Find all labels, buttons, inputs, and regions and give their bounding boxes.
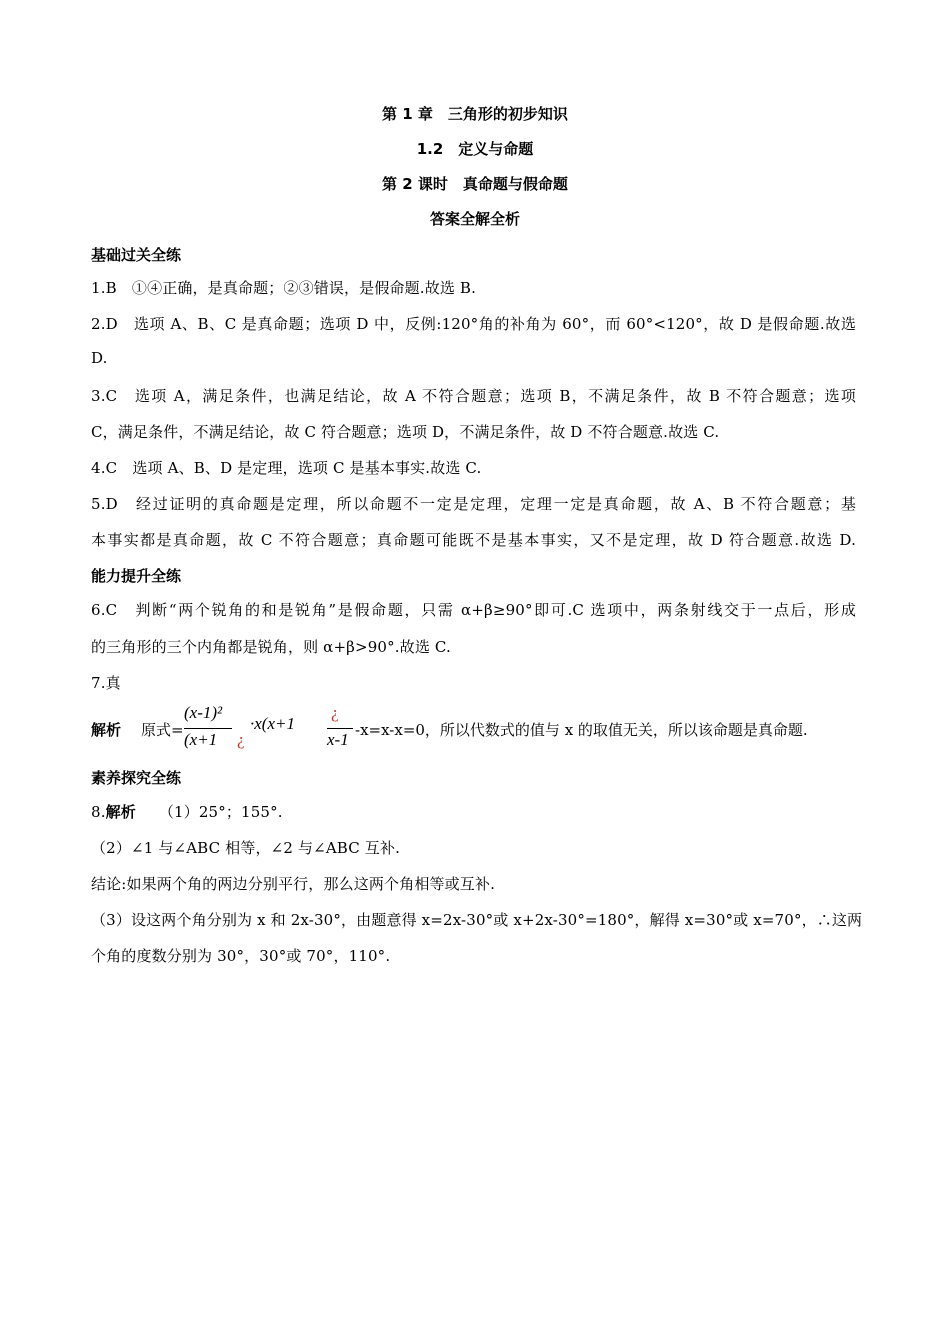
answer-q7-explanation	[91, 703, 871, 753]
fraction1-glyph: ¿	[237, 730, 245, 749]
section-ability: 能力提升全练	[91, 567, 182, 585]
lesson-title: 第 2 课时 真命题与假命题	[382, 175, 568, 193]
answer-q8-line1	[91, 801, 283, 822]
answer-q3-line1: 3.C 选项 A，满足条件，也满足结论，故 A 不符合题意；选项 B，不满足条件，故 B 不符合题意；选项	[91, 387, 856, 405]
expression-prefix: 原式=	[141, 721, 184, 739]
expression-middle: ·x(x+1	[250, 714, 295, 733]
expression-suffix: -x=x-x=0，所以代数式的值与 x 的取值无关，所以该命题是真命题.	[355, 721, 808, 739]
answer-title: 答案全解全析	[429, 210, 520, 228]
q8-number: 8.	[91, 803, 106, 821]
answer-q8-part3-line1: （3）设这两个角分别为 x 和 2x-30°，由题意得 x=2x-30°或 x+2x-30°=180°，解得 x=30°或 x=70°，∴这两	[91, 911, 863, 929]
section-basic: 基础过关全练	[91, 246, 182, 264]
fraction1-bar	[184, 728, 232, 729]
answer-q1: 1.B ①④正确，是真命题；②③错误，是假命题.故选 B.	[91, 279, 477, 297]
fraction2-denominator: x-1	[327, 730, 349, 749]
q8-part1: （1）25°；155°.	[158, 803, 283, 821]
fraction1-numerator: (x-1)²	[184, 703, 223, 722]
answer-q2-line1: 2.D 选项 A、B、C 是真命题；选项 D 中，反例:120°角的补角为 60°，而 60°<120°，故 D 是假命题.故选	[91, 315, 856, 333]
q8-explanation-label: 解析	[105, 803, 136, 821]
fraction1-denominator: (x+1	[184, 730, 218, 749]
answer-q3-line2: C，满足条件，不满足结论，故 C 符合题意；选项 D，不满足条件，故 D 不符合题意.故选 C.	[91, 423, 720, 441]
fraction2-numerator: ¿	[331, 703, 339, 722]
answer-q4: 4.C 选项 A、B、D 是定理，选项 C 是基本事实.故选 C.	[91, 459, 482, 477]
fraction2-bar	[327, 728, 353, 729]
answer-q5-line2: 本事实都是真命题，故 C 不符合题意；真命题可能既不是基本事实，又不是定理，故 D 符合题意.故选 D.	[91, 531, 856, 549]
answer-q2-line2: D.	[91, 349, 108, 367]
answer-q8-part3-line2: 个角的度数分别为 30°，30°或 70°，110°.	[91, 947, 391, 965]
chapter-title: 第 1 章 三角形的初步知识	[382, 105, 568, 123]
section-literacy: 素养探究全练	[91, 769, 182, 787]
answer-q5-line1: 5.D 经过证明的真命题是定理，所以命题不一定是定理，定理一定是真命题，故 A、B 不符合题意；基	[91, 495, 856, 513]
section-title: 1.2 定义与命题	[416, 140, 534, 158]
answer-q6-line1: 6.C 判断“两个锐角的和是锐角”是假命题，只需 α+β≥90°即可.C 选项中，两条射线交于一点后，形成	[91, 601, 856, 619]
explanation-label: 解析	[91, 721, 122, 739]
answer-q8-conclusion: 结论:如果两个角的两边分别平行，那么这两个角相等或互补.	[91, 875, 496, 893]
answer-q6-line2: 的三角形的三个内角都是锐角，则 α+β>90°.故选 C.	[91, 638, 451, 656]
answer-q7: 7.真	[91, 674, 121, 692]
answer-q8-part2: （2）∠1 与∠ABC 相等，∠2 与∠ABC 互补.	[91, 839, 401, 857]
